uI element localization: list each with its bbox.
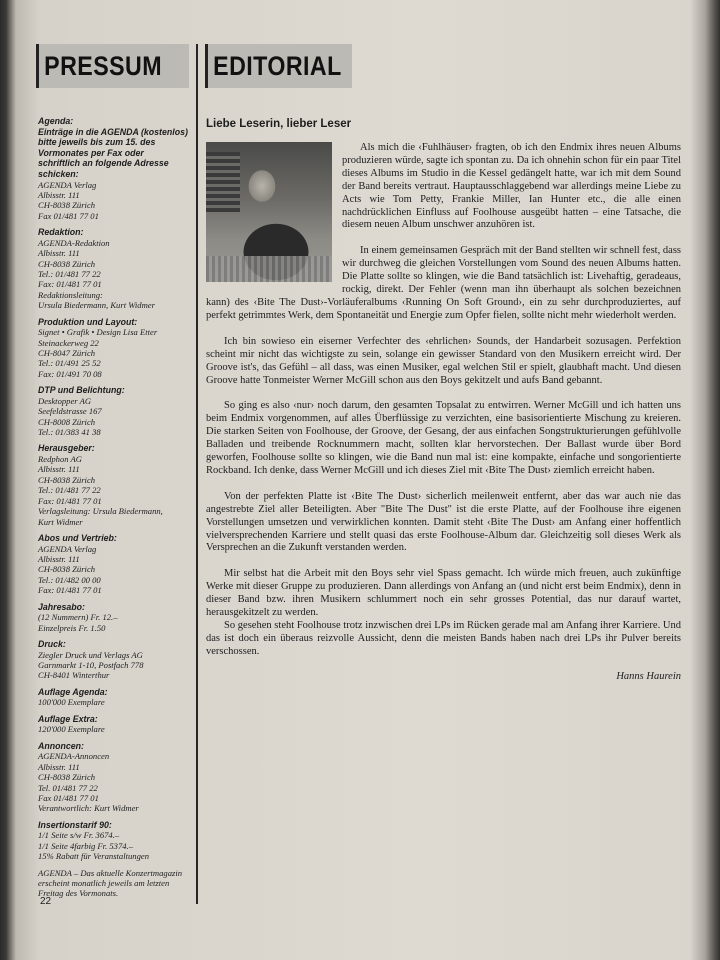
impressum-line: Verantwortlich: Kurt Widmer	[38, 803, 139, 814]
pressum-title: PRESSUM	[44, 51, 163, 81]
impressum-line: Fax 01/481 77 01	[38, 210, 99, 221]
impressum-line: Ursula Biedermann, Kurt Widmer	[38, 300, 155, 311]
impressum-line: Albisstr. 111	[38, 761, 80, 772]
impressum-line: AGENDA Verlag	[38, 179, 97, 190]
impressum-block	[38, 687, 188, 708]
impressum-line: Signet • Grafik • Design Lisa Etter	[38, 327, 158, 338]
pressum-header	[36, 44, 189, 88]
column-divider	[196, 44, 198, 904]
impressum-block	[38, 714, 188, 735]
impressum-line: Ziegler Druck und Verlags AG	[38, 649, 143, 660]
impressum-block	[38, 639, 188, 681]
impressum-heading: Produktion und Layout:	[38, 316, 138, 327]
producer-photo	[206, 142, 332, 282]
impressum-line: CH-8038 Zürich	[38, 258, 96, 269]
paragraph: In einem gemeinsamen Gespräch mit der Band stellten wir schnell fest, dass wir durchweg die gleichen Vorstellungen vom Sound des neuen Albums hatten. Die Platte sollte so klingen, wie die Band tatsächlich ist: Livehaftig, geradeaus, rockig, direkt. Der Fehler (wenn man ihn überhaupt als solchen bezeichnen kann) des ‹Bite The Dust›-Vorläuferalbums ‹Running On Soft Ground›, ein zu sehr durchproduziertes, auf perfekt getrimmtes Werk, dem Spontaneität und Energie zum Opfer fielen, sollte nicht mehr wiederholt werden.	[206, 245, 681, 321]
paragraph: So ging es also ‹nur› noch darum, den gesamten Topsalat zu entwirren. Werner McGill und ich hatten uns beim Endmix vorgenommen, auf alles Überflüssige zu verzichten, eine basisorientierte Mischung zu kreieren. Die starken Seiten von Foolhouse, der Groove, der Gesang, der aus einfachen Songstrukturierungen gefühlvolle Balladen und treibende Rocknummern macht, sollten klar hervorstechen. Der Ballast wurde über Bord geworfen, Foolhouse sollte so klingen, wie die Band nun mal ist: eine kompakte, einfache und songorientierte Rockband. Ich denke, dass Werner McGill und ich dieses Ziel mit ‹Bite The Dust› ziemlich erreicht haben.	[206, 400, 681, 476]
impressum-line: AGENDA-Redaktion	[38, 237, 110, 248]
impressum-line: Einzelpreis Fr. 1.50	[38, 622, 106, 633]
impressum-line: (12 Nummern) Fr. 12.–	[38, 612, 118, 623]
impressum-line: Kurt Widmer	[38, 516, 83, 527]
impressum-line: CH-8047 Zürich	[38, 348, 96, 359]
impressum-block	[38, 317, 188, 380]
impressum-heading: DTP und Belichtung:	[38, 385, 125, 396]
impressum-line: Desktopper AG	[38, 395, 92, 406]
impressum-line: CH-8401 Winterthur	[38, 670, 110, 681]
impressum-sidebar	[38, 116, 188, 905]
impressum-line: Albisstr. 111	[38, 189, 80, 200]
impressum-heading: Auflage Extra:	[38, 713, 98, 724]
impressum-heading: Auflage Agenda:	[38, 686, 108, 697]
impressum-line: CH-8038 Zürich	[38, 474, 96, 485]
paragraph: Mir selbst hat die Arbeit mit den Boys sehr viel Spass gemacht. Ich würde mich freuen, auch zukünftige Werke mit dieser Gruppe zu produzieren. Dann allerdings von Anfang an (und nicht erst beim Endmix), denn in dieser Band bzw. ihren Musikern schlummert noch ein sehr grosses Potential, das nur darauf wartet, herausgekitzelt zu werden.	[206, 568, 681, 619]
paragraph: Von der perfekten Platte ist ‹Bite The Dust› sicherlich meilenweit entfernt, aber das war auch nie das angestrebte Ziel aller Beteiligten. Aber "Bite The Dust" ist die erste Platte, auf der Foolhouse ihre eigenen Vorstellungen umsetzen und verwirklichen konnten. Damit steht ‹Bite The Dust› am Anfang einer hoffentlich vielversprechenden Karriere und stellt quasi das erste Foolhouse-Album dar. Gleichzeitig soll dieses Werk als Versprechen an die Zukunft verstanden werden.	[206, 490, 681, 554]
impressum-line: Tel.: 01/383 41 38	[38, 427, 101, 438]
paragraph: Ich bin sowieso ein eiserner Verfechter des ‹ehrlichen› Sounds, der Handarbeit sozusagen. Perfektion scheint mir nicht das wichtigste zu sein, solange ein gewisser Standard von den Musikern erreicht wird. Der Groove ist's, das Gefühl – all dass, was einen Musiker, egal welchen Stil er spielt, glaubhaft macht. Und diesen Groove hatte Tonmeister Werner McGill schon aus den Boys gekitzelt und aufs Band gebannt.	[206, 335, 681, 386]
impressum-block	[38, 116, 188, 221]
signature: Hanns Haurein	[616, 670, 681, 682]
impressum-line: Steinackerweg 22	[38, 337, 99, 348]
impressum-line: Fax: 01/481 77 01	[38, 279, 102, 290]
impressum-block	[38, 741, 188, 814]
impressum-heading: Jahresabo:	[38, 601, 85, 612]
impressum-block	[38, 443, 188, 526]
impressum-heading: Druck:	[38, 638, 66, 649]
impressum-line: CH-8038 Zürich	[38, 772, 96, 783]
studio-equipment	[206, 152, 240, 212]
impressum-line: 1/1 Seite s/w Fr. 3674.–	[38, 830, 120, 841]
impressum-line: Tel.: 01/481 77 22	[38, 269, 101, 279]
impressum-line: 15% Rabatt für Veranstaltungen	[38, 851, 149, 862]
impressum-block	[38, 227, 188, 310]
editorial-body	[206, 118, 681, 682]
impressum-block	[38, 533, 188, 596]
impressum-heading: Abos und Vertrieb:	[38, 532, 117, 543]
impressum-line: AGENDA Verlag	[38, 543, 97, 554]
editorial-header	[205, 44, 352, 88]
impressum-heading: Insertionstarif 90:	[38, 819, 112, 830]
mixing-console	[206, 256, 332, 282]
impressum-line: Albisstr. 111	[38, 248, 80, 259]
greeting: Liebe Leserin, lieber Leser	[206, 118, 352, 130]
impressum-line: Fax 01/481 77 01	[38, 792, 99, 803]
impressum-line: Albisstr. 111	[38, 553, 80, 564]
page-number: 22	[40, 896, 52, 907]
editorial-title: EDITORIAL	[213, 51, 342, 81]
impressum-line: CH-8038 Zürich	[38, 564, 96, 575]
impressum-line: 1/1 Seite 4farbig Fr. 5374.–	[38, 840, 134, 851]
impressum-line: Tel.: 01/482 00 00	[38, 574, 101, 585]
impressum-line: Garnmarkt 1-10, Postfach 778	[38, 659, 144, 670]
impressum-heading: Redaktion:	[38, 227, 84, 238]
impressum-heading: Annoncen:	[38, 740, 84, 751]
impressum-line: Tel.: 01/491 25 52	[38, 358, 101, 369]
impressum-line: CH-8038 Zürich	[38, 200, 96, 211]
paragraph: Als mich die ‹Fuhlhäuser› fragten, ob ich den Endmix ihres neuen Albums produzieren würde, sagte ich spontan zu. Da ich ohnehin schon für ein paar Titel dieses Albums im Studio in die Kessel gedängelt hatte, war ich mit dem Sound der Band bereits vertraut. Hauptausschlaggebend war allerdings meine Liebe zu Acts wie Tom Petty, Frankie Miller, Ian Hunter etc., die alle einen nachdrücklichen Einfluss auf Foolhouse ausgeübt hatten – eine Tatsache, die diesem neuen Album unschwer anzuhören ist.	[342, 142, 681, 231]
impressum-heading: Agenda:	[38, 116, 74, 126]
impressum-line: Fax: 01/491 70 08	[38, 368, 102, 379]
impressum-line: AGENDA-Annoncen	[38, 751, 110, 762]
impressum-block	[38, 820, 188, 862]
impressum-heading: Herausgeber:	[38, 443, 95, 454]
impressum-block	[38, 868, 188, 899]
impressum-line: Fax: 01/481 77 01	[38, 495, 102, 506]
impressum-note: AGENDA – Das aktuelle Konzertmagazin erscheint monatlich jeweils am letzten Freitag des Vormonats.	[38, 867, 183, 899]
impressum-block	[38, 602, 188, 633]
impressum-line: CH-8008 Zürich	[38, 416, 96, 427]
impressum-block	[38, 385, 188, 437]
impressum-note: Einträge in die AGENDA (kostenlos) bitte jeweils bis zum 15. des Vormonates per Fax oder schriftlich an folgende Adresse schicken:	[38, 126, 188, 179]
impressum-line: Tel. 01/481 77 22	[38, 782, 98, 793]
impressum-line: Fax: 01/481 77 01	[38, 585, 102, 596]
impressum-line: Verlagsleitung: Ursula Biedermann,	[38, 506, 163, 517]
paragraph: So gesehen steht Foolhouse trotz inzwischen drei LPs im Rücken gerade mal am Anfang ihrer Karriere. Und das ist doch ein überaus reizvolle Aussicht, denn die meisten Bands haben nach drei LPs ihr Pulver bereits verschossen.	[206, 620, 681, 657]
impressum-line: Redaktionsleitung:	[38, 289, 103, 300]
impressum-line: 120'000 Exemplare	[38, 724, 105, 735]
impressum-line: Redphon AG	[38, 454, 82, 465]
impressum-line: Albisstr. 111	[38, 464, 80, 475]
impressum-line: 100'000 Exemplare	[38, 697, 105, 708]
impressum-line: Seefeldstrasse 167	[38, 406, 102, 417]
impressum-line: Tel.: 01/481 77 22	[38, 485, 101, 496]
